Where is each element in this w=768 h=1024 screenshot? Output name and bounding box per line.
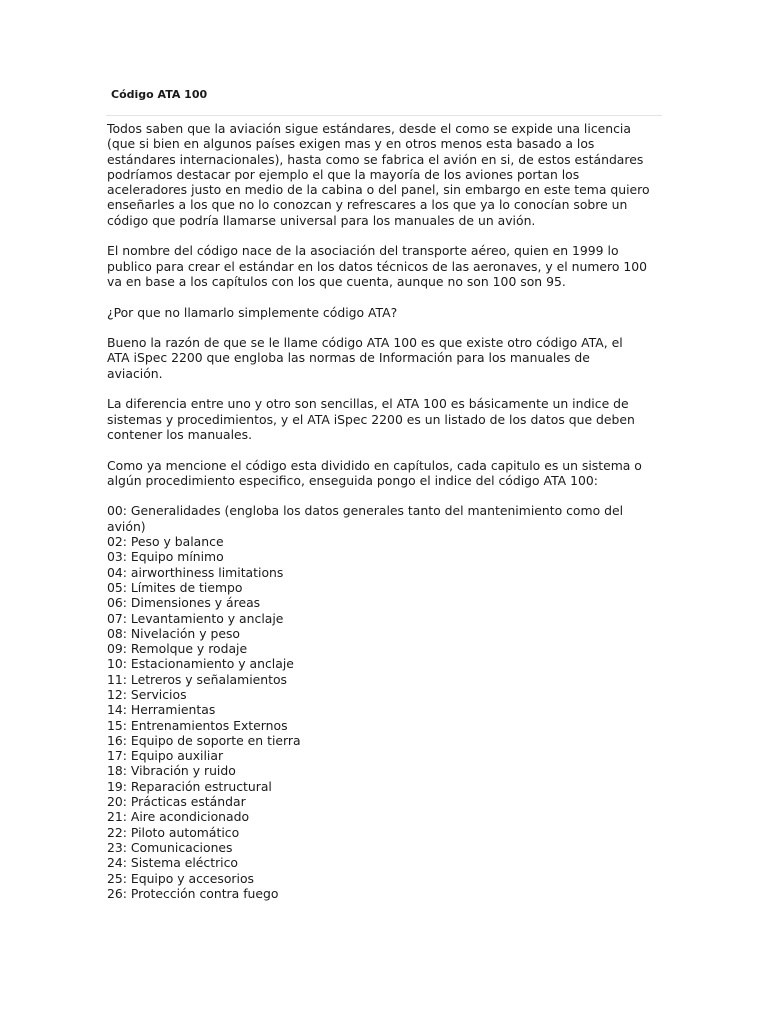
list-item: 02: Peso y balance (107, 534, 224, 550)
list-item: 15: Entrenamientos Externos (107, 717, 288, 733)
paragraph-reason: Bueno la razón de que se le llame código ATA 100 es que existe otro código ATA, el ATA iSpec 2200 que engloba las normas de Información para los manuales de aviación. (107, 335, 623, 381)
paragraph-intro: Todos saben que la aviación sigue estándares, desde el como se expide una licencia (que si bien en algunos países exigen mas y en otros menos esta basado a los estándares internacionales), hasta como se fabrica el avión en si, de estos estándares podríamos destacar por ejemplo el que la mayoría de los aviones portan los aceleradores justo en medio de la cabina o del panel, sin embargo en este tema quiero enseñarles a los que no lo conozcan y refrescares a los que ya lo conocían sobre un código que podría llamarse universal para los manuales de un avión. (107, 121, 650, 228)
list-item: 10: Estacionamiento y anclaje (107, 656, 294, 672)
list-item: 03: Equipo mínimo (107, 549, 224, 565)
list-item: 20: Prácticas estándar (107, 794, 246, 810)
list-item: 05: Límites de tiempo (107, 579, 243, 595)
list-item: 18: Vibración y ruido (107, 763, 236, 779)
list-item: 11: Letreros y señalamientos (107, 671, 288, 687)
paragraph-origin: El nombre del código nace de la asociación del transporte aéreo, quien en 1999 lo publico para crear el estándar en los datos técnicos de las aeronaves, y el numero 100 va en base a los capítulos con los que cuenta, aunque no son 100 son 95. (107, 243, 648, 289)
list-item: 06: Dimensiones y áreas (107, 595, 261, 611)
list-item: 14: Herramientas (107, 702, 216, 718)
list-item: 04: airworthiness limitations (107, 564, 284, 580)
list-item: 24: Sistema eléctrico (107, 855, 239, 871)
paragraph-chapters-intro: Como ya mencione el código esta dividido en capítulos, cada capitulo es un sistema o algún procedimiento especifico, enseguida pongo el indice del código ATA 100: (107, 457, 642, 488)
list-item: 25: Equipo y accesorios (107, 870, 254, 886)
paragraph-difference: La diferencia entre uno y otro son sencillas, el ATA 100 es básicamente un indice de sistemas y procedimientos, y el ATA iSpec 2200 es un listado de los datos que deben contener los manuales. (107, 396, 635, 442)
list-item: 23: Comunicaciones (107, 839, 233, 855)
list-item: 26: Protección contra fuego (107, 885, 279, 901)
list-item: 07: Levantamiento y anclaje (107, 610, 284, 626)
document-body (107, 121, 663, 901)
chapter-list (107, 503, 663, 901)
list-item: 21: Aire acondicionado (107, 809, 250, 825)
document-title: Código ATA 100 (111, 88, 208, 101)
list-item: 09: Remolque y rodaje (107, 641, 248, 657)
title-divider (106, 115, 662, 116)
list-item: 22: Piloto automático (107, 824, 240, 840)
list-item: 12: Servicios (107, 686, 187, 702)
list-item: 17: Equipo auxiliar (107, 748, 224, 764)
paragraph-question: ¿Por que no llamarlo simplemente código ATA? (107, 304, 398, 320)
list-item: 08: Nivelación y peso (107, 625, 241, 641)
list-item: 00: Generalidades (engloba los datos generales tanto del mantenimiento como del avión) (107, 503, 624, 534)
list-item: 16: Equipo de soporte en tierra (107, 732, 301, 748)
list-item: 19: Reparación estructural (107, 778, 272, 794)
